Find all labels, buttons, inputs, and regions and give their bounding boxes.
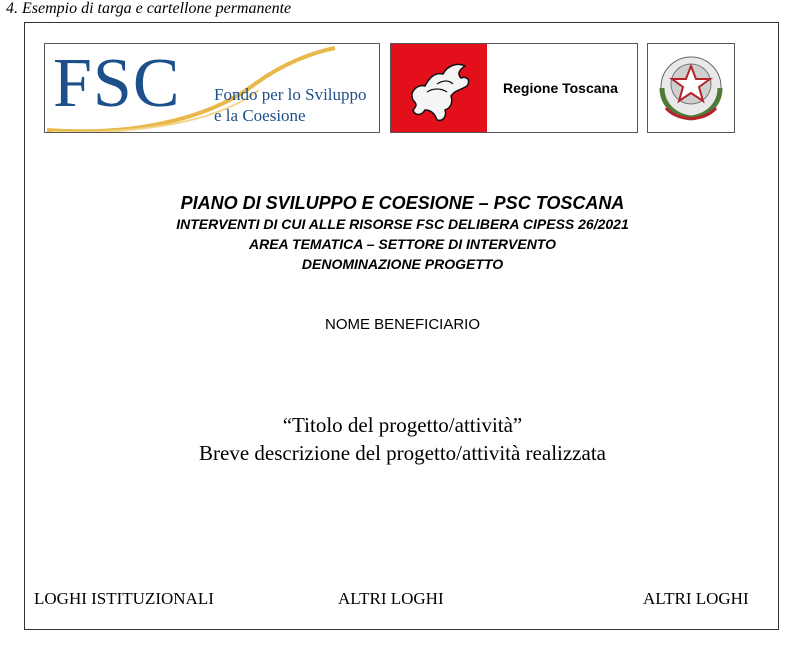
pegasus-icon	[391, 44, 487, 132]
project-name-line: DENOMINAZIONE PROGETTO	[301, 256, 504, 272]
fsc-name-line2: e la Coesione	[214, 106, 306, 125]
fsc-logo	[44, 43, 380, 133]
pegasus-emblem	[391, 44, 487, 132]
project-description: Breve descrizione del progetto/attività realizzata	[199, 441, 606, 465]
funding-line: INTERVENTI DI CUI ALLE RISORSE FSC DELIBERA CIPESS 26/2021	[176, 216, 629, 232]
plan-title: PIANO DI SVILUPPO E COESIONE – PSC TOSCANA	[180, 193, 625, 213]
regione-toscana-logo	[390, 43, 638, 133]
fsc-full-name	[214, 84, 367, 126]
permanent-sign-example	[24, 22, 779, 630]
footer-other-logos-right: ALTRI LOGHI	[643, 589, 749, 608]
toscana-label: Regione Toscana	[503, 80, 618, 96]
figure-caption: 4. Esempio di targa e cartellone permanente	[6, 0, 292, 17]
beneficiary-name: NOME BENEFICIARIO	[324, 316, 481, 333]
thematic-area-line: AREA TEMATICA – SETTORE DI INTERVENTO	[249, 236, 556, 252]
footer-other-logos-center: ALTRI LOGHI	[338, 589, 444, 608]
footer-institutional-logos: LOGHI ISTITUZIONALI	[34, 589, 214, 608]
fsc-name-line1: Fondo per lo Sviluppo	[214, 85, 367, 104]
italian-republic-star-icon	[648, 44, 734, 132]
project-title: “Titolo del progetto/attività”	[282, 413, 523, 437]
repubblica-italiana-emblem	[647, 43, 735, 133]
fsc-mark-text: FSC	[53, 45, 181, 122]
